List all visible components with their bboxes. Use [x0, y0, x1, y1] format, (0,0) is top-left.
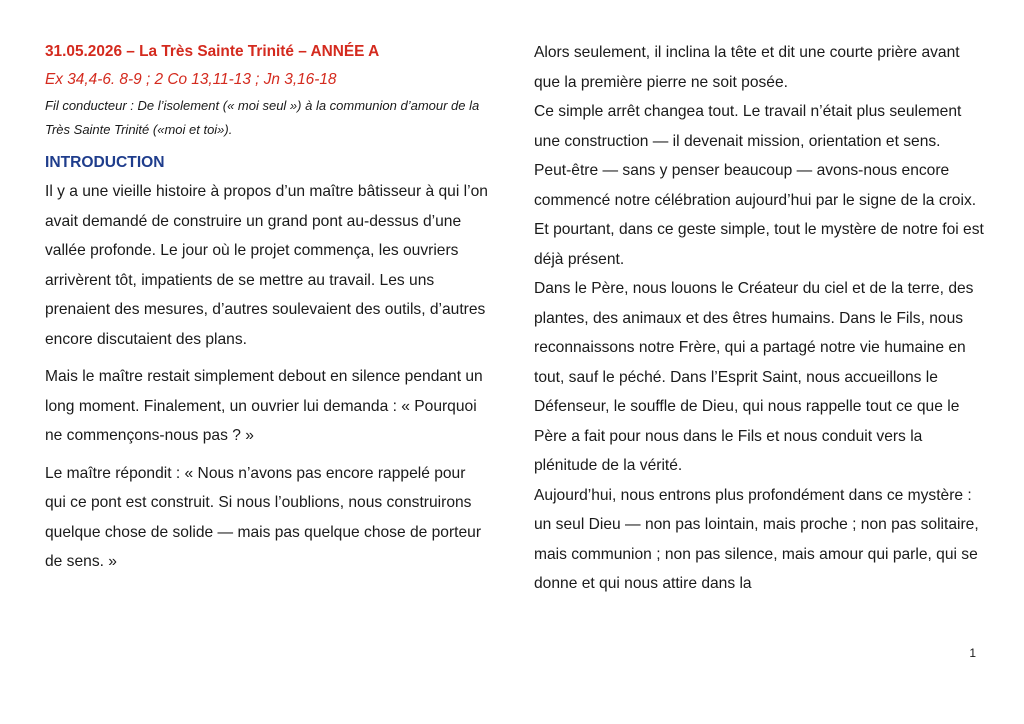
section-heading: INTRODUCTION — [45, 154, 165, 171]
paragraph: Dans le Père, nous louons le Créateur du ciel et de la terre, des plantes, des animaux et des êtres humains. Dans le Fils, nous reconnaissons notre Frère, qui a partagé notre vie humaine en tout, sauf le péché. Dans l’Esprit Saint, nous accueillons le Défenseur, le souffle de Dieu, qui nous rappelle tout ce que le Père a fait pour nous dans le Fils et nous conduit vers la plénitude de la vérité. — [534, 280, 974, 474]
paragraph: Peut-être — sans y penser beaucoup — avons-nous encore commencé notre célébration aujourd’hui par le signe de la croix. Et pourtant, dans ce geste simple, tout le mystère de notre foi est déjà présent. — [534, 162, 984, 268]
paragraph: Alors seulement, il inclina la tête et dit une courte prière avant que la première pierre ne soit posée. — [534, 44, 960, 91]
right-column — [534, 38, 984, 599]
scripture-references: Ex 34,4-6. 8-9 ; 2 Co 13,11-13 ; Jn 3,16-18 — [45, 71, 337, 88]
paragraph: Aujourd’hui, nous entrons plus profondément dans ce mystère : un seul Dieu — non pas lointain, mais proche ; non pas solitaire, mais communion ; non pas silence, mais amour qui parle, qui se donne et qui nous attire dans la — [534, 486, 979, 592]
paragraph: Mais le maître restait simplement debout en silence pendant un long moment. Finalement, un ouvrier lui demanda : « Pourquoi ne commençons-nous pas ? » — [45, 368, 483, 444]
paragraph: Il y a une vieille histoire à propos d’un maître bâtisseur à qui l’on avait demandé de construire un grand pont au-dessus d’une vallée profonde. Le jour où le projet commença, les ouvriers arrivèrent tôt, impatients de se mettre au travail. Les uns prenaient des mesures, d’autres soulevaient des outils, d’autres encore discutaient des plans. — [45, 183, 488, 348]
paragraph: Le maître répondit : « Nous n’avons pas encore rappelé pour qui ce pont est construit. Si nous l’oublions, nous construirons quelque chose de solide — mais pas quelque chose de porteur de sens. » — [45, 464, 482, 570]
page-title: 31.05.2026 – La Très Sainte Trinité – ANNÉE A — [45, 43, 380, 60]
left-column — [45, 38, 490, 585]
page-number: 1 — [969, 646, 976, 660]
guiding-thread: Fil conducteur : De l’isolement (« moi seul ») à la communion d’amour de la Très Sainte Trinité («moi et toi»). — [45, 98, 480, 137]
paragraph: Ce simple arrêt changea tout. Le travail n’était plus seulement une construction — il devenait mission, orientation et sens. — [534, 103, 962, 150]
